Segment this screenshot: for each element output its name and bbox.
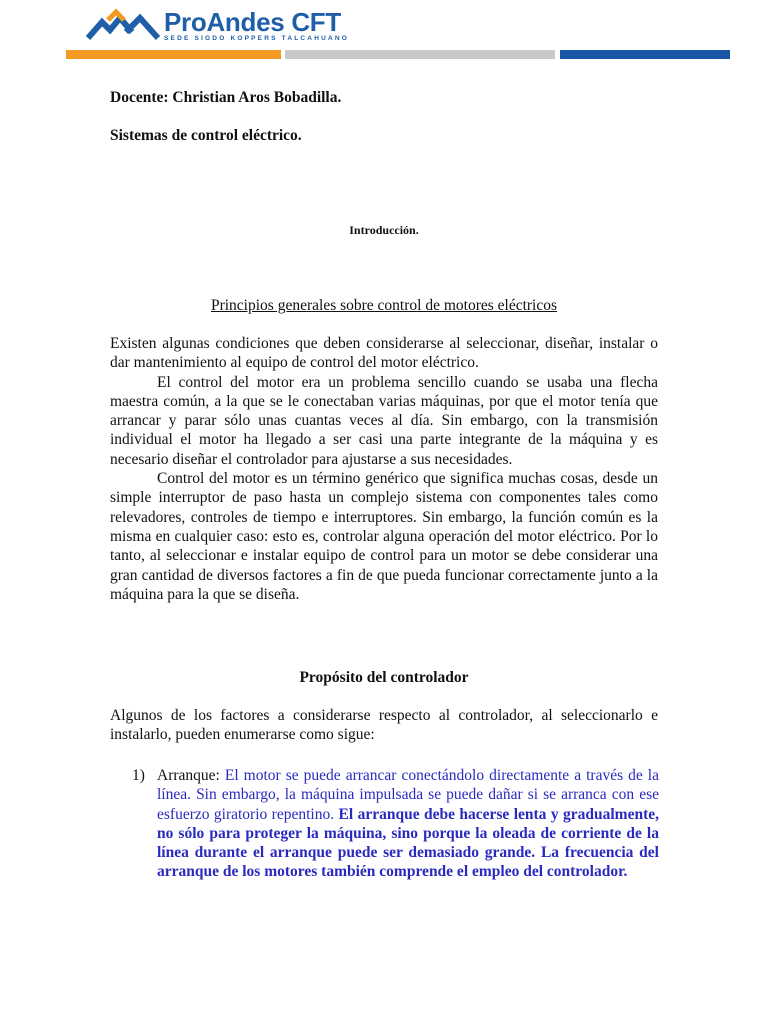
principles-title: Principios generales sobre control de motores eléctricos [210, 297, 558, 314]
header-bar-blue [560, 50, 730, 59]
factors-intro-paragraph: Algunos de los factores a considerarse respecto al controlador, al seleccionarlo e instalarlo, pueden enumerarse como sigue: [110, 707, 658, 744]
paragraph-1: Existen algunas condiciones que deben considerarse al seleccionar, diseñar, instalar o dar mantenimiento al equipo de control del motor eléctrico. [110, 335, 658, 372]
list-item-text: El motor se puede arrancar conectándolo directamente a través de la línea. Sin embargo, la máquina impulsada se puede dañar si se arranca con ese esfuerzo giratorio repentino. [157, 767, 659, 823]
list-item [132, 766, 659, 882]
paragraph-3: Control del motor es un término genérico que significa muchas cosas, desde un simple interruptor de paso hasta un complejo sistema con componentes tales como relevadores, controles de tiempo e interruptores. Sin embargo, la función común es la misma en cualquier caso: esto es, controlar alguna operación del motor eléctrico. Por lo tanto, al seleccionar e instalar equipo de control para un motor se debe considerar una gran cantidad de diversos factores a fin de que pueda funcionar correctamente junto a la máquina para la que se diseña. [110, 470, 658, 603]
page-header [0, 0, 768, 62]
header-bar-gray [285, 50, 555, 59]
list-item-term: Arranque: [157, 767, 220, 784]
intro-paragraphs [110, 334, 658, 604]
list-item-number: 1) [132, 767, 145, 784]
list-item-emphasis: El arranque debe hacerse lenta y gradualmente, no sólo para proteger la máquina, sino porque la oleada de corriente de la línea durante el arranque puede ser demasiado grande. La frecuencia del arranque de los motores también comprende el empleo del controlador. [157, 805, 660, 881]
brand-subtitle: SEDE SIGDO KOPPERS TALCAHUANO [164, 35, 350, 42]
docente-line: Docente: Christian Aros Bobadilla. [110, 89, 342, 106]
brand-name: ProAndes CFT [164, 7, 341, 37]
factors-list [132, 766, 659, 882]
paragraph-2: El control del motor era un problema sencillo cuando se usaba una flecha maestra común, a la que se le conectaban varias máquinas, por que el motor tenía que arrancar y parar sólo unas cuantas veces al día. Sin embargo, con la transmisión individual el motor ha llegado a ser casi una parte integrante de la máquina y es necesario diseñar el controlador para ajustarse a sus necesidades. [110, 373, 658, 468]
header-bar-orange [66, 50, 281, 59]
introduction-heading: Introducción. [349, 223, 419, 237]
course-title: Sistemas de control eléctrico. [110, 127, 302, 144]
controller-purpose-heading: Propósito del controlador [299, 669, 469, 686]
proandes-logo [86, 8, 349, 42]
mountain-logo-icon [86, 8, 160, 42]
